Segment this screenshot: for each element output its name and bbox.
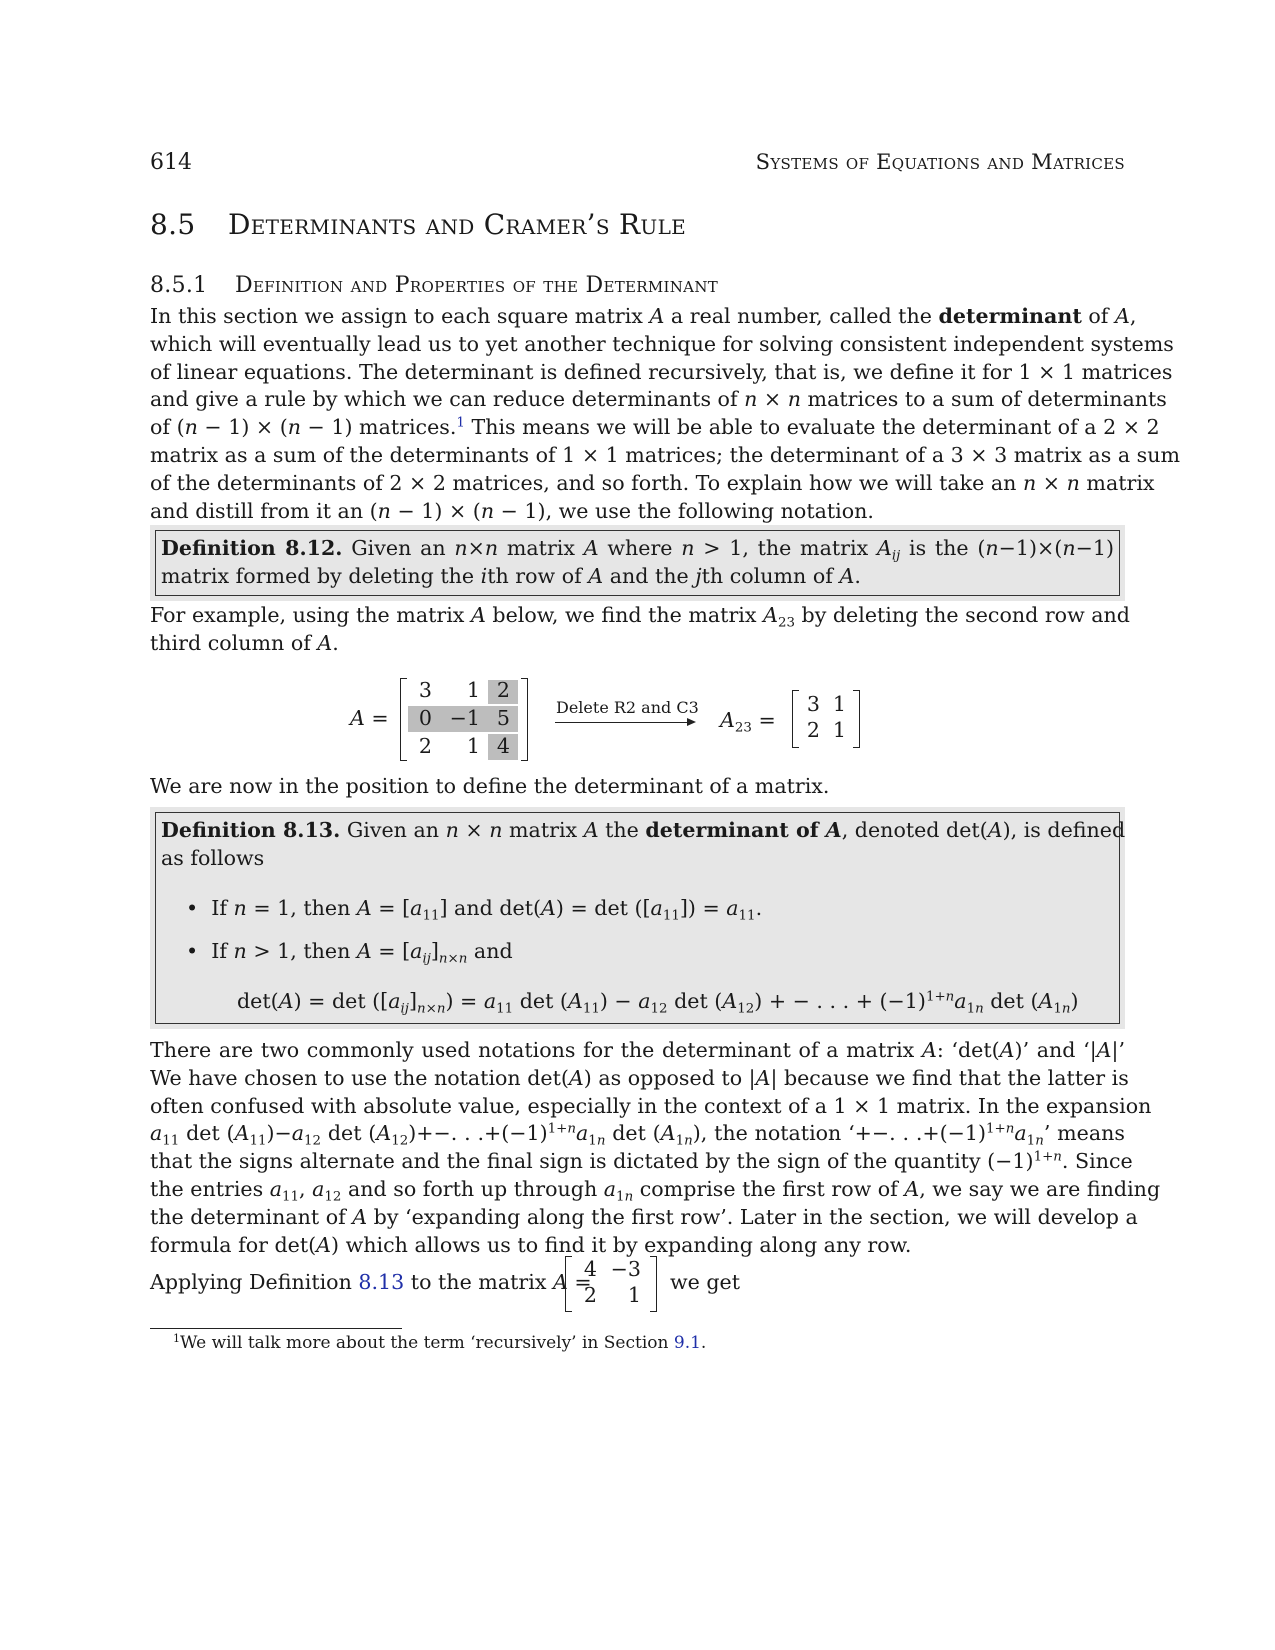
matrix-a-cell: 2 bbox=[418, 734, 432, 758]
footnote-ref[interactable]: 1 bbox=[456, 415, 465, 431]
subsection-number: 8.5.1 bbox=[150, 273, 208, 298]
matrix-a-cell: 3 bbox=[418, 678, 432, 702]
matrix-a23-label: $A_{23}$ = bbox=[720, 708, 776, 736]
page-number: 614 bbox=[150, 150, 192, 175]
example-matrix-figure bbox=[150, 678, 1125, 762]
matrix-a-label: A = bbox=[350, 706, 389, 730]
matrix-a-cell: 1 bbox=[466, 734, 480, 758]
matrix-a-cell: 5 bbox=[496, 706, 510, 730]
section-number: 8.5 bbox=[150, 208, 196, 241]
definition-8-12-label: Definition 8.12. bbox=[161, 536, 343, 560]
matrix-a23-cell: 2 bbox=[806, 718, 820, 742]
section-title bbox=[150, 208, 686, 241]
running-title: Systems of Equations and Matrices bbox=[755, 150, 1125, 174]
matrix-a-cell: 2 bbox=[496, 678, 510, 702]
subsection-title-text: Definition and Properties of the Determinant bbox=[235, 273, 719, 298]
matrix-a23-cell: 3 bbox=[806, 692, 820, 716]
matrix-a23 bbox=[792, 690, 860, 748]
subsection-title bbox=[150, 273, 718, 298]
applying-matrix-cell: −3 bbox=[610, 1257, 641, 1281]
matrix-a bbox=[400, 678, 528, 762]
matrix-a-cell: 4 bbox=[496, 734, 510, 758]
notation-paragraph: There are two commonly used notations for the determinant of a matrix A: ‘det(A)’ and ‘|A|’ We have chosen to use the notation det(A) as opposed to |A| because we find that the latter is often confused with absolute value, especially in the context of a 1 × 1 matrix. In the expansion $a_{11}$ $\det (A_{11})-a_{12}$ $\det (A_{12})+-$. . $.+(-1)^{1+n}a_{1n}$ $\det (A_{1n})$, the notation ‘+−. . $.+(-1)^{1+n}a_{1n}$’ means that the signs alternate and the final sign is dictated by the sign of the quantity $(-1)^{1+n}$. Since the entries $a_{11}$, $a_{12}$ and so forth up through $a_{1n}$ comprise the first row of A, we say we are finding the determinant of A by ‘expanding along the first row’. Later in the section, we will develop a formula for det(A) which allows us to find it by expanding along any row. bbox=[150, 1038, 1161, 1257]
arrow-label: Delete R2 and C3 bbox=[556, 698, 699, 717]
applying-matrix-cell: 4 bbox=[583, 1257, 597, 1281]
applying-matrix bbox=[565, 1256, 657, 1312]
definition-8-13-label: Definition 8.13. bbox=[161, 818, 341, 842]
arrow-head bbox=[687, 718, 696, 726]
definition-formula: $\det(A) = \det ([a_{ij}]_{n\times n}) = a_{11}$ $\det (A_{11}) - a_{12}$ $\det (A_{12})$ + − . . . + $(-1)^{1+n}a_{1n}$ $\det (A_{1n})$ bbox=[237, 989, 1079, 1017]
matrix-a-cell: −1 bbox=[449, 706, 480, 730]
position-paragraph: We are now in the position to define the determinant of a matrix. bbox=[150, 774, 830, 798]
matrix-a23-cell: 1 bbox=[832, 718, 846, 742]
definition-bullet-2: • If n > 1, then $A = [a_{ij}]_{n\times n}$ and bbox=[186, 939, 513, 968]
applying-matrix-cell: 1 bbox=[627, 1283, 641, 1307]
matrix-a23-cell: 1 bbox=[832, 692, 846, 716]
footnote: $^1$We will talk more about the term ‘recursively’ in Section 9.1. bbox=[173, 1331, 707, 1353]
example-paragraph: For example, using the matrix A below, we find the matrix $A_{23}$ by deleting the second row and third column of A. bbox=[150, 603, 1130, 655]
applying-matrix-cell: 2 bbox=[583, 1283, 597, 1307]
section-title-text: Determinants and Cramer’s Rule bbox=[228, 208, 687, 241]
matrix-a-cell: 0 bbox=[418, 706, 432, 730]
footnote-text: We will talk more about the term ‘recursively’ in Section bbox=[180, 1333, 669, 1353]
definition-8-13-box: Definition 8.13. Given an n × n matrix A the determinant of A, denoted det(A), is defined as follows • If n = 1, then $A = [a_{11}]$ and $\det(A) = \det ([a_{11}]) = a_{11}$. • If n > 1, then $A = [a_{ij}]_{n\times n}$ and $\det(A) = \det ([a_{ij}]_{n\times n}) = a_{11}$ $\det (A_{11}) - a_{12}$ $\det (A_{12})$ + − . . . + $(-1)^{1+n}a_{1n}$ $\det (A_{1n})$ bbox=[150, 807, 1125, 1029]
definition-link[interactable]: 8.13 bbox=[358, 1270, 405, 1294]
definition-8-12-box: Definition 8.12. Given an n×n matrix A where n > 1, the matrix $A_{ij}$ is the (n−1)×(n−1) matrix formed by deleting the ith row of A and the jth column of A. bbox=[150, 525, 1125, 601]
footnote-rule bbox=[150, 1328, 402, 1329]
footnote-mark: 1 bbox=[173, 1331, 181, 1345]
arrow-line bbox=[555, 722, 688, 723]
intro-paragraph: In this section we assign to each square matrix A a real number, called the determinant of A, which will eventually lead us to yet another technique for solving consistent independent systems of linear equations. The determinant is defined recursively, that is, we define it for 1 × 1 matrices and give a rule by which we can reduce determinants of n × n matrices to a sum of determinants of (n − 1) × (n − 1) matrices.$^1$ This means we will be able to evaluate the determinant of a 2 × 2 matrix as a sum of the determinants of 1 × 1 matrices; the determinant of a 3 × 3 matrix as a sum of the determinants of 2 × 2 matrices, and so forth. To explain how we will take an n × n matrix and distill from it an (n − 1) × (n − 1), we use the following notation. bbox=[150, 304, 1180, 523]
definition-bullet-1: • If n = 1, then $A = [a_{11}]$ and $\det(A) = \det ([a_{11}]) = a_{11}$. bbox=[186, 895, 763, 924]
applying-line: Applying Definition 8.13 to the matrix A = 4 −3 2 1 we get bbox=[150, 1256, 1125, 1314]
matrix-a-cell: 1 bbox=[466, 678, 480, 702]
section-9-1-link[interactable]: 9.1 bbox=[673, 1333, 701, 1353]
